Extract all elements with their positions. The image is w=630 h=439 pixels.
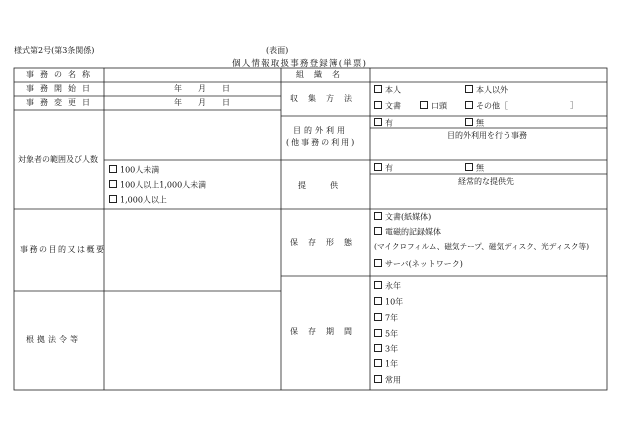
scope-label: 対象者の範囲及び人数 [18,155,98,164]
checkbox[interactable] [465,101,473,109]
change-date-label: 事務変更日 [26,98,96,107]
checkbox[interactable] [109,165,117,173]
external-use-label: 目的外利用 [293,126,348,135]
retention-regular[interactable]: 常用 [374,375,401,386]
collection-document[interactable]: 文書 [374,101,401,112]
retention-label: 保存期間 [290,327,362,336]
collection-other[interactable]: その他［ [465,101,508,112]
retention-10y[interactable]: 10年 [374,297,403,308]
checkbox[interactable] [465,118,473,126]
page-side-label: (表面) [266,46,289,55]
purpose-label: 事務の目的又は概要 [20,245,106,254]
count-option-under-100[interactable]: 100人未満 [109,165,159,176]
checkbox[interactable] [374,212,382,220]
provision-label: 提供 [298,181,362,190]
legal-basis-label: 根拠法令等 [26,335,81,344]
checkbox[interactable] [374,85,382,93]
count-option-100-1000[interactable]: 100人以上1,000人未満 [109,180,206,191]
checkbox[interactable] [374,329,382,337]
collection-other-bracket: ］ [570,101,578,110]
checkbox[interactable] [420,101,428,109]
provision-no[interactable]: 無 [465,163,484,174]
checkbox[interactable] [374,359,382,367]
storage-form-label: 保存形態 [290,238,362,247]
checkbox[interactable] [109,195,117,203]
external-use-sublabel: (他事務の利用) [286,138,357,147]
external-use-no[interactable]: 無 [465,118,484,129]
org-name-label: 組織名 [296,70,350,79]
retention-7y[interactable]: 7年 [374,313,398,324]
checkbox[interactable] [465,163,473,171]
checkbox[interactable] [465,85,473,93]
retention-1y[interactable]: 1年 [374,359,398,370]
checkbox[interactable] [374,297,382,305]
start-date-value[interactable]: 年 月 日 [174,84,230,93]
storage-server[interactable]: サーバ(ネットワーク) [374,259,463,270]
document-title: 個人情報取扱事務登録簿(単票) [232,59,368,69]
retention-3y[interactable]: 3年 [374,344,398,355]
checkbox[interactable] [374,281,382,289]
storage-electronic[interactable]: 電磁的記録媒体 [374,227,441,238]
checkbox[interactable] [374,163,382,171]
retention-5y[interactable]: 5年 [374,329,398,340]
storage-electronic-note: (マイクロフィルム、磁気テープ、磁気ディスク、光ディスク等) [374,242,590,251]
collection-other-person[interactable]: 本人以外 [465,85,508,96]
provision-yes[interactable]: 有 [374,163,393,174]
storage-paper[interactable]: 文書(紙媒体) [374,212,431,223]
provision-target-header: 経常的な提供先 [458,177,514,186]
external-use-yes[interactable]: 有 [374,118,393,129]
form-number: 様式第2号(第3条関係) [14,46,95,55]
collection-label: 収集方法 [290,94,362,103]
collection-oral[interactable]: 口頭 [420,101,447,112]
checkbox[interactable] [374,259,382,267]
checkbox[interactable] [374,101,382,109]
checkbox[interactable] [374,118,382,126]
jimu-name-label: 事務の名称 [26,70,96,79]
checkbox[interactable] [374,344,382,352]
checkbox[interactable] [109,180,117,188]
collection-self[interactable]: 本人 [374,85,401,96]
change-date-value[interactable]: 年 月 日 [174,98,230,107]
retention-permanent[interactable]: 永年 [374,281,401,292]
external-use-target-header: 目的外利用を行う事務 [447,131,527,140]
checkbox[interactable] [374,313,382,321]
checkbox[interactable] [374,227,382,235]
checkbox[interactable] [374,375,382,383]
count-option-over-1000[interactable]: 1,000人以上 [109,195,167,206]
start-date-label: 事務開始日 [26,84,96,93]
